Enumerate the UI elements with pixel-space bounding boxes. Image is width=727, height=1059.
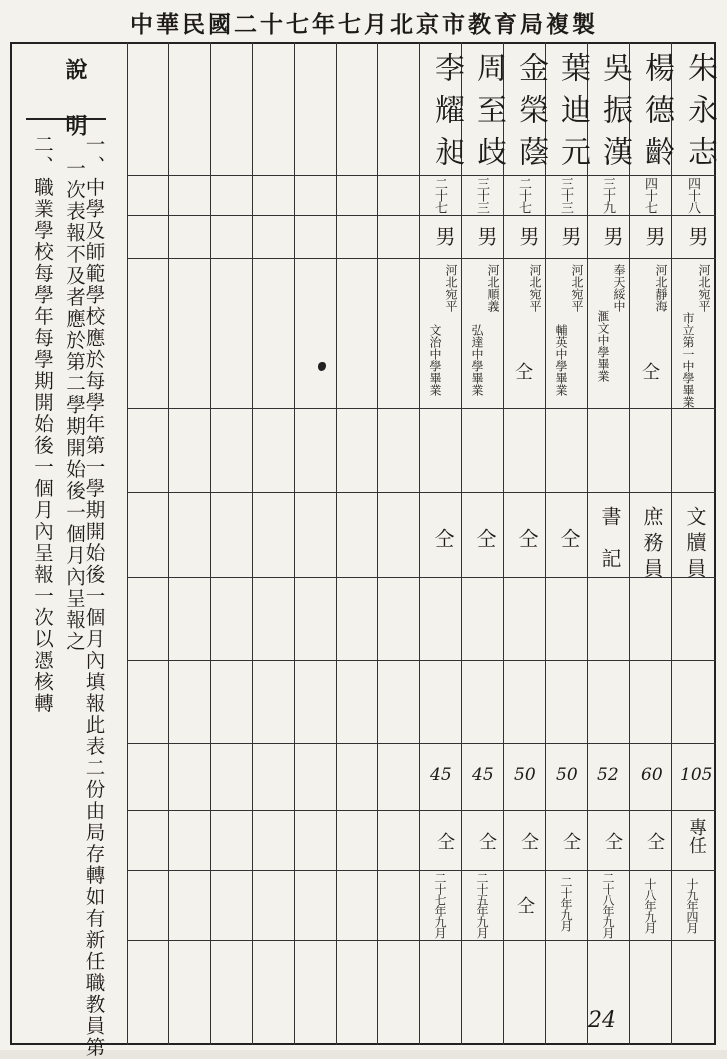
staff-education: 仝	[512, 362, 533, 380]
staff-sex: 男	[600, 226, 624, 246]
column-divider	[671, 42, 672, 1045]
staff-status: 仝	[434, 832, 455, 850]
column-divider	[419, 42, 420, 1045]
staff-sex: 男	[685, 226, 709, 246]
staff-date: 二十八年九月	[601, 872, 615, 938]
staff-education: 輔英中學畢業	[554, 324, 568, 396]
column-divider	[294, 42, 295, 1045]
staff-education: 仝	[639, 362, 660, 380]
staff-age: 三十九	[600, 177, 615, 213]
column-divider	[377, 42, 378, 1045]
column-divider	[545, 42, 546, 1045]
staff-post: 仝	[473, 528, 497, 554]
row-divider	[127, 660, 716, 661]
staff-sex: 男	[474, 226, 498, 246]
staff-date: 仝	[514, 896, 535, 913]
staff-sex: 男	[516, 226, 540, 246]
staff-age: 二十七	[516, 177, 531, 213]
staff-origin: 河北順義	[486, 264, 500, 312]
column-divider	[461, 42, 462, 1045]
notes-rule	[26, 118, 106, 120]
staff-status: 仝	[644, 832, 665, 850]
staff-salary: 105	[680, 765, 713, 785]
staff-post: 仝	[431, 528, 455, 554]
staff-status: 專任	[686, 818, 707, 854]
staff-origin: 河北宛平	[444, 264, 458, 312]
staff-date: 十八年九月	[643, 878, 657, 933]
staff-date: 十九年四月	[685, 878, 699, 933]
staff-post: 仝	[557, 528, 581, 554]
row-divider	[127, 215, 716, 216]
staff-origin: 河北宛平	[570, 264, 584, 312]
column-divider	[629, 42, 630, 1045]
page-number: 24	[588, 1008, 616, 1033]
staff-name: 李耀昶	[429, 52, 464, 178]
staff-origin: 河北宛平	[697, 264, 711, 312]
staff-age: 三十三	[474, 177, 489, 213]
note-item-2: 二、職業學校每學年每學期開始後一個月內呈報一次以憑核轉	[31, 134, 54, 715]
staff-sex: 男	[432, 226, 456, 246]
staff-education: 弘達中學畢業	[470, 324, 484, 396]
staff-salary: 45	[430, 765, 452, 785]
row-divider	[127, 258, 716, 259]
staff-age: 三十三	[558, 177, 573, 213]
staff-age: 四十八	[685, 177, 700, 213]
document-header: 中華民國二十七年七月北京市教育局複製	[130, 11, 598, 38]
staff-date: 二十七年九月	[433, 872, 447, 938]
staff-name: 葉迪元	[555, 52, 590, 178]
staff-origin: 奉天綏中	[612, 264, 626, 312]
staff-status: 仝	[560, 832, 581, 850]
column-divider	[252, 42, 253, 1045]
staff-date: 二十五年九月	[475, 872, 489, 938]
staff-education: 文治中學畢業	[428, 324, 442, 396]
staff-name: 朱永志	[682, 52, 717, 178]
staff-age: 二十七	[432, 177, 447, 213]
staff-post: 書記	[598, 506, 622, 590]
note-item-1: 一、中學及師範學校應於每學年第一學期開始後一個月內填報此表二份由局存轉如有新任職教員第	[82, 134, 106, 1059]
staff-name: 周至歧	[471, 52, 506, 178]
staff-status: 仝	[476, 832, 497, 850]
staff-salary: 50	[514, 765, 536, 785]
notes-heading: 說明	[62, 58, 88, 170]
row-divider	[127, 743, 716, 744]
column-divider	[503, 42, 504, 1045]
staff-date: 二十年九月	[559, 876, 573, 931]
row-divider	[127, 577, 716, 578]
note-item-1-continued: 一次表報不及者應於第二學期開始後一個月內呈報之	[63, 158, 86, 653]
column-divider	[210, 42, 211, 1045]
column-divider	[168, 42, 169, 1045]
staff-status: 仝	[518, 832, 539, 850]
column-divider	[336, 42, 337, 1045]
row-divider	[127, 492, 716, 493]
staff-education: 市立第一中學畢業	[681, 312, 695, 408]
row-divider	[127, 408, 716, 409]
staff-name: 楊德齡	[639, 52, 674, 178]
staff-salary: 52	[597, 765, 619, 785]
staff-sex: 男	[642, 226, 666, 246]
column-divider	[127, 42, 128, 1045]
staff-post: 仝	[515, 528, 539, 554]
staff-origin: 河北宛平	[528, 264, 542, 312]
staff-salary: 60	[641, 765, 663, 785]
row-divider	[127, 810, 716, 811]
row-divider	[127, 940, 716, 941]
staff-status: 仝	[602, 832, 623, 850]
staff-education: 滙文中學畢業	[596, 310, 610, 382]
column-divider	[587, 42, 588, 1045]
staff-age: 四十七	[642, 177, 657, 213]
staff-name: 金榮蔭	[513, 52, 548, 178]
staff-name: 吳振漢	[597, 52, 632, 178]
staff-salary: 45	[472, 765, 494, 785]
staff-post: 文牘員	[683, 506, 707, 584]
staff-post: 庶務員	[640, 506, 664, 584]
staff-salary: 50	[556, 765, 578, 785]
staff-sex: 男	[558, 226, 582, 246]
staff-origin: 河北靜海	[654, 264, 668, 312]
row-divider	[127, 870, 716, 871]
